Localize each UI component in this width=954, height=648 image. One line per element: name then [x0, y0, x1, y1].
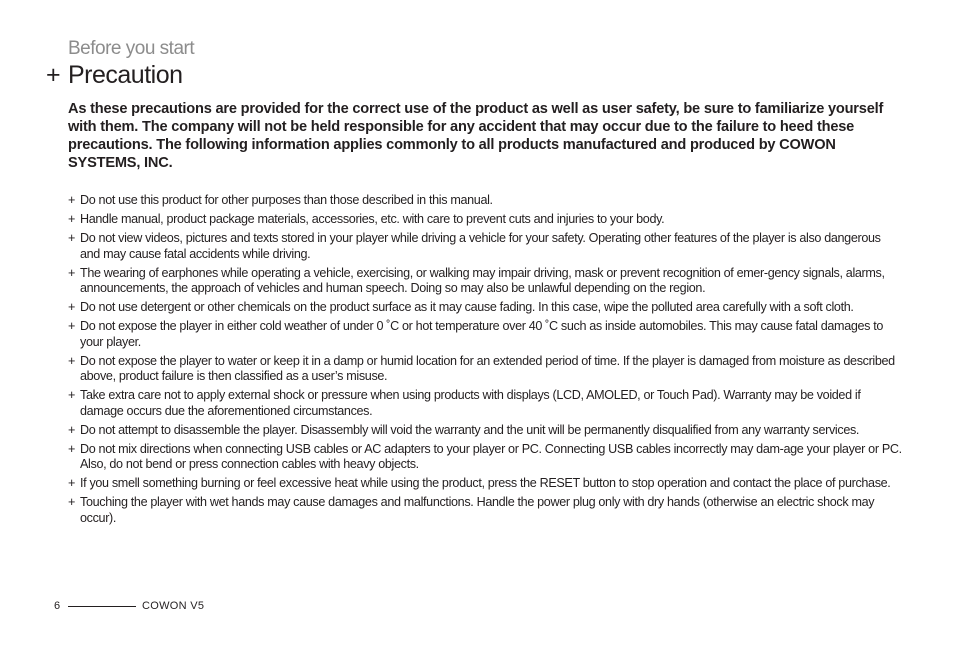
section-label: Before you start — [68, 38, 195, 59]
list-item — [68, 319, 902, 350]
intro-paragraph: As these precautions are provided for the correct use of the product as well as user safety, be sure to familiarize yourself with them. The company will not be held responsible for any accident that may occur due to the failure to heed these precautions. The following information applies commonly to all products manufactured and produced by COWON SYSTEMS, INC. — [68, 101, 884, 171]
list-item — [68, 231, 902, 262]
plus-bullet-icon: + — [68, 353, 76, 368]
plus-icon: + — [46, 61, 61, 89]
precaution-text: Take extra care not to apply external shock or pressure when using products with displays (LCD, AMOLED, or Touch Pad). Warranty may be voided if damage occurs due the aforementioned circumstances. — [80, 388, 861, 418]
list-item — [68, 476, 902, 492]
footer-rule — [68, 606, 136, 607]
plus-bullet-icon: + — [68, 422, 76, 437]
list-item — [68, 193, 902, 209]
plus-bullet-icon: + — [68, 319, 76, 333]
plus-bullet-icon: + — [68, 388, 76, 402]
plus-bullet-icon: + — [68, 212, 76, 226]
plus-bullet-icon: + — [68, 476, 76, 490]
precaution-text: Do not expose the player to water or keep it in a damp or humid location for an extended period of time. If the player is damaged from moisture as described above, product failure is then classified as a user’s misuse. — [80, 353, 895, 383]
precaution-text: Do not use detergent or other chemicals on the product surface as it may cause fading. In this case, wipe the polluted area carefully with a soft cloth. — [80, 300, 854, 314]
page-number: 6 — [54, 600, 61, 612]
footer-brand: COWON V5 — [142, 600, 205, 612]
plus-bullet-icon: + — [68, 300, 76, 314]
list-item — [68, 212, 902, 228]
plus-bullet-icon: + — [68, 495, 76, 509]
list-item — [68, 423, 902, 439]
precaution-text: Do not use this product for other purposes than those described in this manual. — [80, 193, 493, 207]
list-item — [68, 354, 902, 385]
precaution-text: If you smell something burning or feel excessive heat while using the product, press the RESET button to stop operation and contact the place of purchase. — [80, 476, 891, 490]
page-title-row — [46, 59, 183, 95]
precaution-text: Do not view videos, pictures and texts stored in your player while driving a vehicle for your safety. Operating other features of the player is also dangerous and may cause fatal accidents while driving. — [80, 231, 881, 261]
list-item — [68, 442, 902, 473]
precaution-list — [68, 193, 902, 530]
precaution-text: Handle manual, product package materials, accessories, etc. with care to prevent cuts and injuries to your body. — [80, 212, 665, 226]
plus-bullet-icon: + — [68, 193, 76, 207]
list-item — [68, 388, 902, 419]
precaution-text: Do not mix directions when connecting USB cables or AC adapters to your player or PC. Connecting USB cables incorrectly may dam-age your player or PC. Also, do not bend or press connection cables with heavy objects. — [80, 441, 902, 471]
precaution-text: Do not expose the player in either cold weather of under 0 ˚C or hot temperature over 40 ˚C such as inside automobiles. This may cause fatal damages to your player. — [80, 319, 884, 349]
plus-bullet-icon: + — [68, 441, 76, 456]
precaution-text: The wearing of earphones while operating a vehicle, exercising, or walking may impair driving, mask or prevent recognition of emer-gency signals, alarms, announcements, the approach of vehicles and human speech. Doing so may also be unlawful depending on the region. — [80, 265, 885, 295]
list-item — [68, 266, 902, 297]
page-title: Precaution — [68, 61, 183, 89]
list-item — [68, 495, 902, 526]
plus-bullet-icon: + — [68, 265, 76, 280]
list-item — [68, 300, 902, 316]
precaution-text: Touching the player with wet hands may cause damages and malfunctions. Handle the power plug only with dry hands (otherwise an electric shock may occur). — [80, 495, 875, 525]
plus-bullet-icon: + — [68, 231, 76, 245]
precaution-text: Do not attempt to disassemble the player. Disassembly will void the warranty and the unit will be permanently disqualified from any warranty services. — [80, 422, 860, 437]
